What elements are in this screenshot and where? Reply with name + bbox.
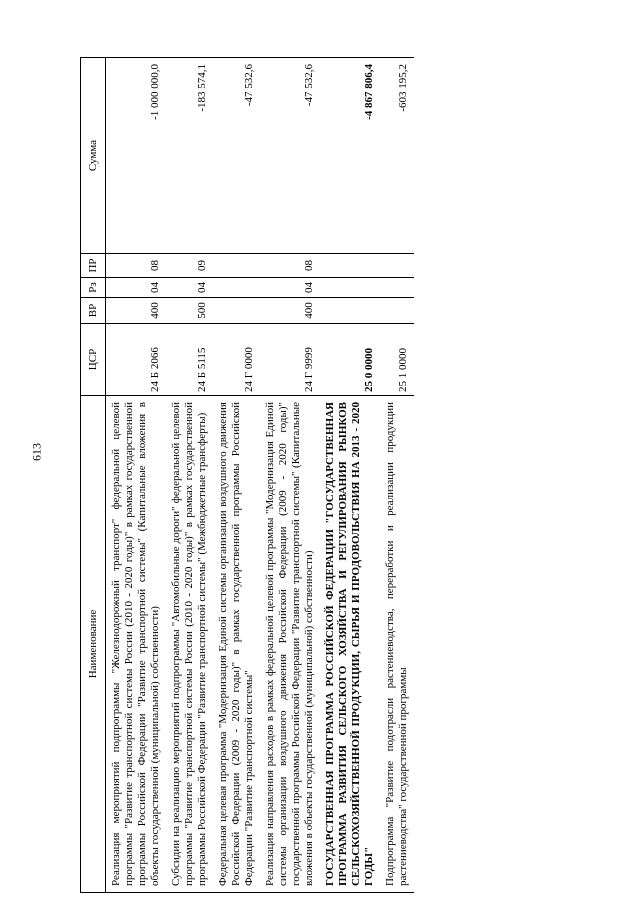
row-name: Субсидии на реализацию мероприятий подпрограммы "Автомобильные дороги" федеральной целевой программы "Развитие транспортной системы России (2010 - 2020 годы)" в рамках государственной программы Российской Федерации "Развитие транспортной системы" (Межбюджетные трансферты) bbox=[166, 396, 213, 893]
row-rz: 04 bbox=[106, 278, 167, 298]
budget-table bbox=[80, 57, 414, 893]
budget-table-container bbox=[80, 58, 600, 893]
row-rz bbox=[380, 278, 414, 298]
row-name: Подпрограмма "Развитие подотрасли растениеводства, переработки и реализации продукции растениеводства" государственной программы bbox=[380, 396, 414, 893]
row-vr bbox=[380, 298, 414, 324]
table-row bbox=[380, 58, 414, 893]
row-sum: -183 574,1 bbox=[166, 58, 213, 254]
row-csr: 25 1 0000 bbox=[380, 324, 414, 396]
header-csr: ЦСР bbox=[81, 324, 106, 396]
row-pr bbox=[213, 254, 260, 278]
row-rz: 04 bbox=[260, 278, 320, 298]
row-vr: 400 bbox=[260, 298, 320, 324]
row-csr: 24 Б 2066 bbox=[106, 324, 167, 396]
row-pr: 08 bbox=[106, 254, 167, 278]
table-header bbox=[81, 58, 106, 893]
table-body bbox=[106, 58, 415, 893]
table-row bbox=[166, 58, 213, 893]
row-csr: 24 Г 0000 bbox=[213, 324, 260, 396]
row-name: Реализация мероприятий подпрограммы "Железнодорожный транспорт" федеральной целевой программы "Развитие транспортной системы России (2010 - 2020 годы)" в рамках государственной программы Российской Федерации "Развитие транспортной системы" (Капитальные вложения в объекты государственной (муниципальной) собственности) bbox=[106, 396, 167, 893]
row-rz: 04 bbox=[166, 278, 213, 298]
row-vr bbox=[213, 298, 260, 324]
row-sum: -47 532,6 bbox=[260, 58, 320, 254]
table-row bbox=[260, 58, 320, 893]
row-name: ГОСУДАРСТВЕННАЯ ПРОГРАММА РОССИЙСКОЙ ФЕДЕРАЦИИ "ГОСУДАРСТВЕННАЯ ПРОГРАММА РАЗВИТИЯ СЕЛЬСКОГО ХОЗЯЙСТВА И РЕГУЛИРОВАНИЯ РЫНКОВ СЕЛЬСКОХОЗЯЙСТВЕННОЙ ПРОДУКЦИИ, СЫРЬЯ И ПРОДОВОЛЬСТВИЯ НА 2013 - 2020 ГОДЫ" bbox=[320, 396, 380, 893]
row-vr: 400 bbox=[106, 298, 167, 324]
row-vr bbox=[320, 298, 380, 324]
row-sum: -4 867 806,4 bbox=[320, 58, 380, 254]
header-pr: ПР bbox=[81, 254, 106, 278]
row-pr bbox=[380, 254, 414, 278]
row-sum: -1 000 000,0 bbox=[106, 58, 167, 254]
row-name: Федеральная целевая программа "Модернизация Единой системы организации воздушного движения Российской Федерации (2009 - 2020 годы)" в рамках государственной программы Российской Федерации "Развитие транспортной системы" bbox=[213, 396, 260, 893]
header-sum: Сумма bbox=[81, 58, 106, 254]
table-row bbox=[213, 58, 260, 893]
row-sum: -47 532,6 bbox=[213, 58, 260, 254]
row-csr: 24 Б 5115 bbox=[166, 324, 213, 396]
row-vr: 500 bbox=[166, 298, 213, 324]
row-rz bbox=[320, 278, 380, 298]
page-number: 613 bbox=[29, 443, 44, 461]
row-pr: 08 bbox=[260, 254, 320, 278]
row-sum: -603 195,2 bbox=[380, 58, 414, 254]
table-row bbox=[106, 58, 167, 893]
row-csr: 24 Г 9999 bbox=[260, 324, 320, 396]
table-row bbox=[320, 58, 380, 893]
header-name: Наименование bbox=[81, 396, 106, 893]
header-row bbox=[81, 58, 106, 893]
header-rz: Рз bbox=[81, 278, 106, 298]
row-rz bbox=[213, 278, 260, 298]
header-vr: ВР bbox=[81, 298, 106, 324]
row-pr: 09 bbox=[166, 254, 213, 278]
row-csr: 25 0 0000 bbox=[320, 324, 380, 396]
row-name: Реализация направления расходов в рамках федеральной целевой программы "Модернизация Единой системы организации воздушного движения Российской Федерации (2009 - 2020 годы)" государственной программы Российской Федерации "Развитие транспортной системы" (Капитальные вложения в объекты государственной (муниципальной) собственности) bbox=[260, 396, 320, 893]
row-pr bbox=[320, 254, 380, 278]
